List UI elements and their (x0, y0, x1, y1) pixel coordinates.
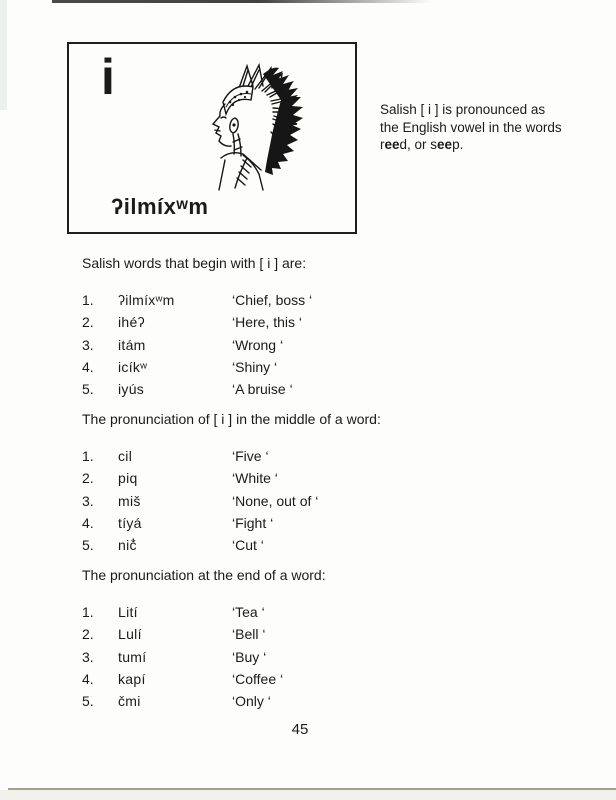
vocab-list (82, 292, 542, 403)
vocab-number: 2. (82, 626, 94, 643)
vocab-word: cil (118, 448, 133, 464)
vocab-number: 3. (82, 336, 94, 353)
vocab-number: 5. (82, 381, 94, 398)
letter-flashcard (67, 42, 357, 234)
vocab-list (82, 604, 542, 715)
flashcard-word: ʔilmíxʷm (111, 194, 209, 219)
vocab-word: čmi (118, 693, 141, 710)
vocab-number: 3. (82, 648, 94, 665)
vocab-word: piq (118, 470, 138, 487)
vocab-number: 4. (82, 670, 94, 687)
vocab-gloss: ‘White ‘ (232, 470, 278, 487)
vocab-row (82, 448, 542, 470)
pronunciation-note (380, 101, 580, 154)
vocab-row (82, 693, 542, 715)
vocab-gloss: ‘Five ‘ (232, 448, 269, 464)
vocab-gloss: ‘Chief, boss ‘ (232, 292, 313, 308)
vocab-list (82, 448, 542, 559)
vocab-number: 5. (82, 537, 94, 554)
vocab-row (82, 626, 542, 648)
note-line: reed, or seep. (380, 137, 464, 152)
section-heading: The pronunciation of [ i ] in the middle of a word: (82, 411, 381, 427)
note-line: the English vowel in the words (380, 119, 562, 135)
vocab-number: 4. (82, 514, 94, 531)
vocab-number: 2. (82, 470, 94, 487)
vocab-gloss: ‘Wrong ‘ (232, 336, 284, 353)
vocab-word: tumí (118, 648, 147, 665)
vocab-number: 1. (82, 292, 94, 308)
vocab-gloss: ‘Tea ‘ (232, 604, 265, 620)
vocab-row (82, 470, 542, 492)
vocab-gloss: ‘None, out of ‘ (232, 492, 319, 509)
vocab-gloss: ‘Bell ‘ (232, 626, 266, 643)
scan-top-smudge (52, 0, 432, 3)
vocab-word: tíyá (118, 514, 142, 531)
vocab-row (82, 292, 542, 314)
vocab-gloss: ‘A bruise ‘ (232, 381, 293, 398)
vocab-row (82, 493, 542, 515)
vocab-row (82, 337, 542, 359)
vocab-number: 2. (82, 314, 94, 331)
vocab-number: 1. (82, 604, 94, 620)
chief-illustration (177, 58, 333, 192)
scan-bottom-margin (0, 790, 616, 800)
section-heading: The pronunciation at the end of a word: (82, 567, 326, 583)
vocab-row (82, 381, 542, 403)
vocab-word: kapí (118, 670, 146, 687)
vocab-row (82, 314, 542, 336)
vocab-word: Lulí (118, 626, 142, 643)
section-word-final (82, 567, 542, 715)
vocab-word: itám (118, 336, 146, 353)
vocab-gloss: ‘Here, this ‘ (232, 314, 303, 331)
vocab-row (82, 604, 542, 626)
vocab-word: ʔilmíxʷm (118, 292, 175, 308)
section-word-medial (82, 411, 542, 559)
vocab-gloss: ‘Fight ‘ (232, 514, 274, 531)
vocab-gloss: ‘Cut ‘ (232, 537, 264, 554)
vocab-word: nič̓ (118, 537, 137, 554)
vocab-number: 1. (82, 448, 94, 464)
vocab-row (82, 671, 542, 693)
vocab-number: 5. (82, 693, 94, 710)
vocab-row (82, 537, 542, 559)
vocab-gloss: ‘Buy ‘ (232, 648, 267, 665)
flashcard-letter: i (101, 49, 115, 105)
vocab-word: ihéʔ (118, 314, 145, 331)
vocab-word: miš (118, 492, 141, 509)
vocab-row (82, 649, 542, 671)
note-line: Salish [ i ] is pronounced as (380, 102, 546, 117)
vocab-number: 4. (82, 358, 94, 375)
vocab-row (82, 515, 542, 537)
vocab-word: Lití (118, 604, 138, 620)
vocab-word: icíkʷ (118, 358, 148, 375)
section-word-initial (82, 255, 542, 403)
vocab-gloss: ‘Only ‘ (232, 693, 271, 710)
vocab-gloss: ‘Coffee ‘ (232, 670, 284, 687)
vocab-word: iyús (118, 381, 145, 398)
vocab-gloss: ‘Shiny ‘ (232, 358, 278, 375)
page-number: 45 (291, 721, 309, 738)
scan-left-edge (0, 0, 7, 110)
vocab-number: 3. (82, 492, 94, 509)
section-heading: Salish words that begin with [ i ] are: (82, 255, 307, 271)
vocab-row (82, 359, 542, 381)
